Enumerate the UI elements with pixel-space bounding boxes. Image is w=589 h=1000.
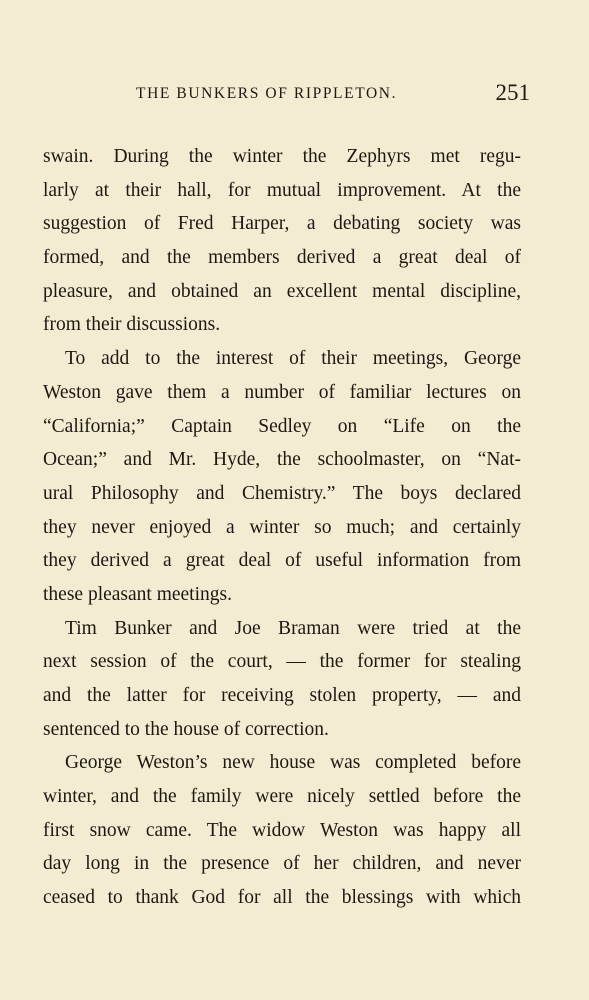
text-line: George Weston’s new house was completed before bbox=[65, 752, 521, 774]
text-line: they derived a great deal of useful information from bbox=[43, 550, 521, 572]
text-line: Ocean;” and Mr. Hyde, the schoolmaster, on “Nat- bbox=[43, 449, 521, 471]
text-line: these pleasant meetings. bbox=[43, 583, 232, 605]
running-head: THE BUNKERS OF RIPPLETON. bbox=[136, 85, 398, 102]
text-line: larly at their hall, for mutual improvement. At the bbox=[43, 179, 521, 201]
text-line: from their discussions. bbox=[43, 314, 221, 336]
text-line: and the latter for receiving stolen property, — and bbox=[43, 685, 521, 706]
page-number: 251 bbox=[495, 80, 530, 105]
text-line: formed, and the members derived a great deal of bbox=[43, 247, 521, 269]
text-line: first snow came. The widow Weston was happy all bbox=[43, 819, 521, 841]
text-line: Weston gave them a number of familiar lectures on bbox=[43, 381, 521, 403]
text-line: winter, and the family were nicely settled before the bbox=[43, 786, 521, 808]
text-line: Tim Bunker and Joe Braman were tried at the bbox=[65, 617, 521, 639]
text-line: they never enjoyed a winter so much; and certainly bbox=[43, 516, 521, 538]
body-text bbox=[43, 140, 521, 915]
text-line: swain. During the winter the Zephyrs met regu- bbox=[43, 146, 521, 167]
text-line: “California;” Captain Sedley on “Life on the bbox=[43, 415, 521, 437]
text-line: day long in the presence of her children, and never bbox=[43, 853, 521, 875]
text-line: pleasure, and obtained an excellent mental discipline, bbox=[43, 280, 521, 302]
text-line: ceased to thank God for all the blessings with which bbox=[43, 887, 521, 909]
text-line: To add to the interest of their meetings, George bbox=[65, 348, 521, 370]
text-line: sentenced to the house of correction. bbox=[43, 718, 329, 740]
text-line: suggestion of Fred Harper, a debating society was bbox=[43, 213, 521, 235]
text-line: next session of the court, — the former for stealing bbox=[43, 651, 521, 673]
text-line: ural Philosophy and Chemistry.” The boys declared bbox=[43, 482, 521, 504]
